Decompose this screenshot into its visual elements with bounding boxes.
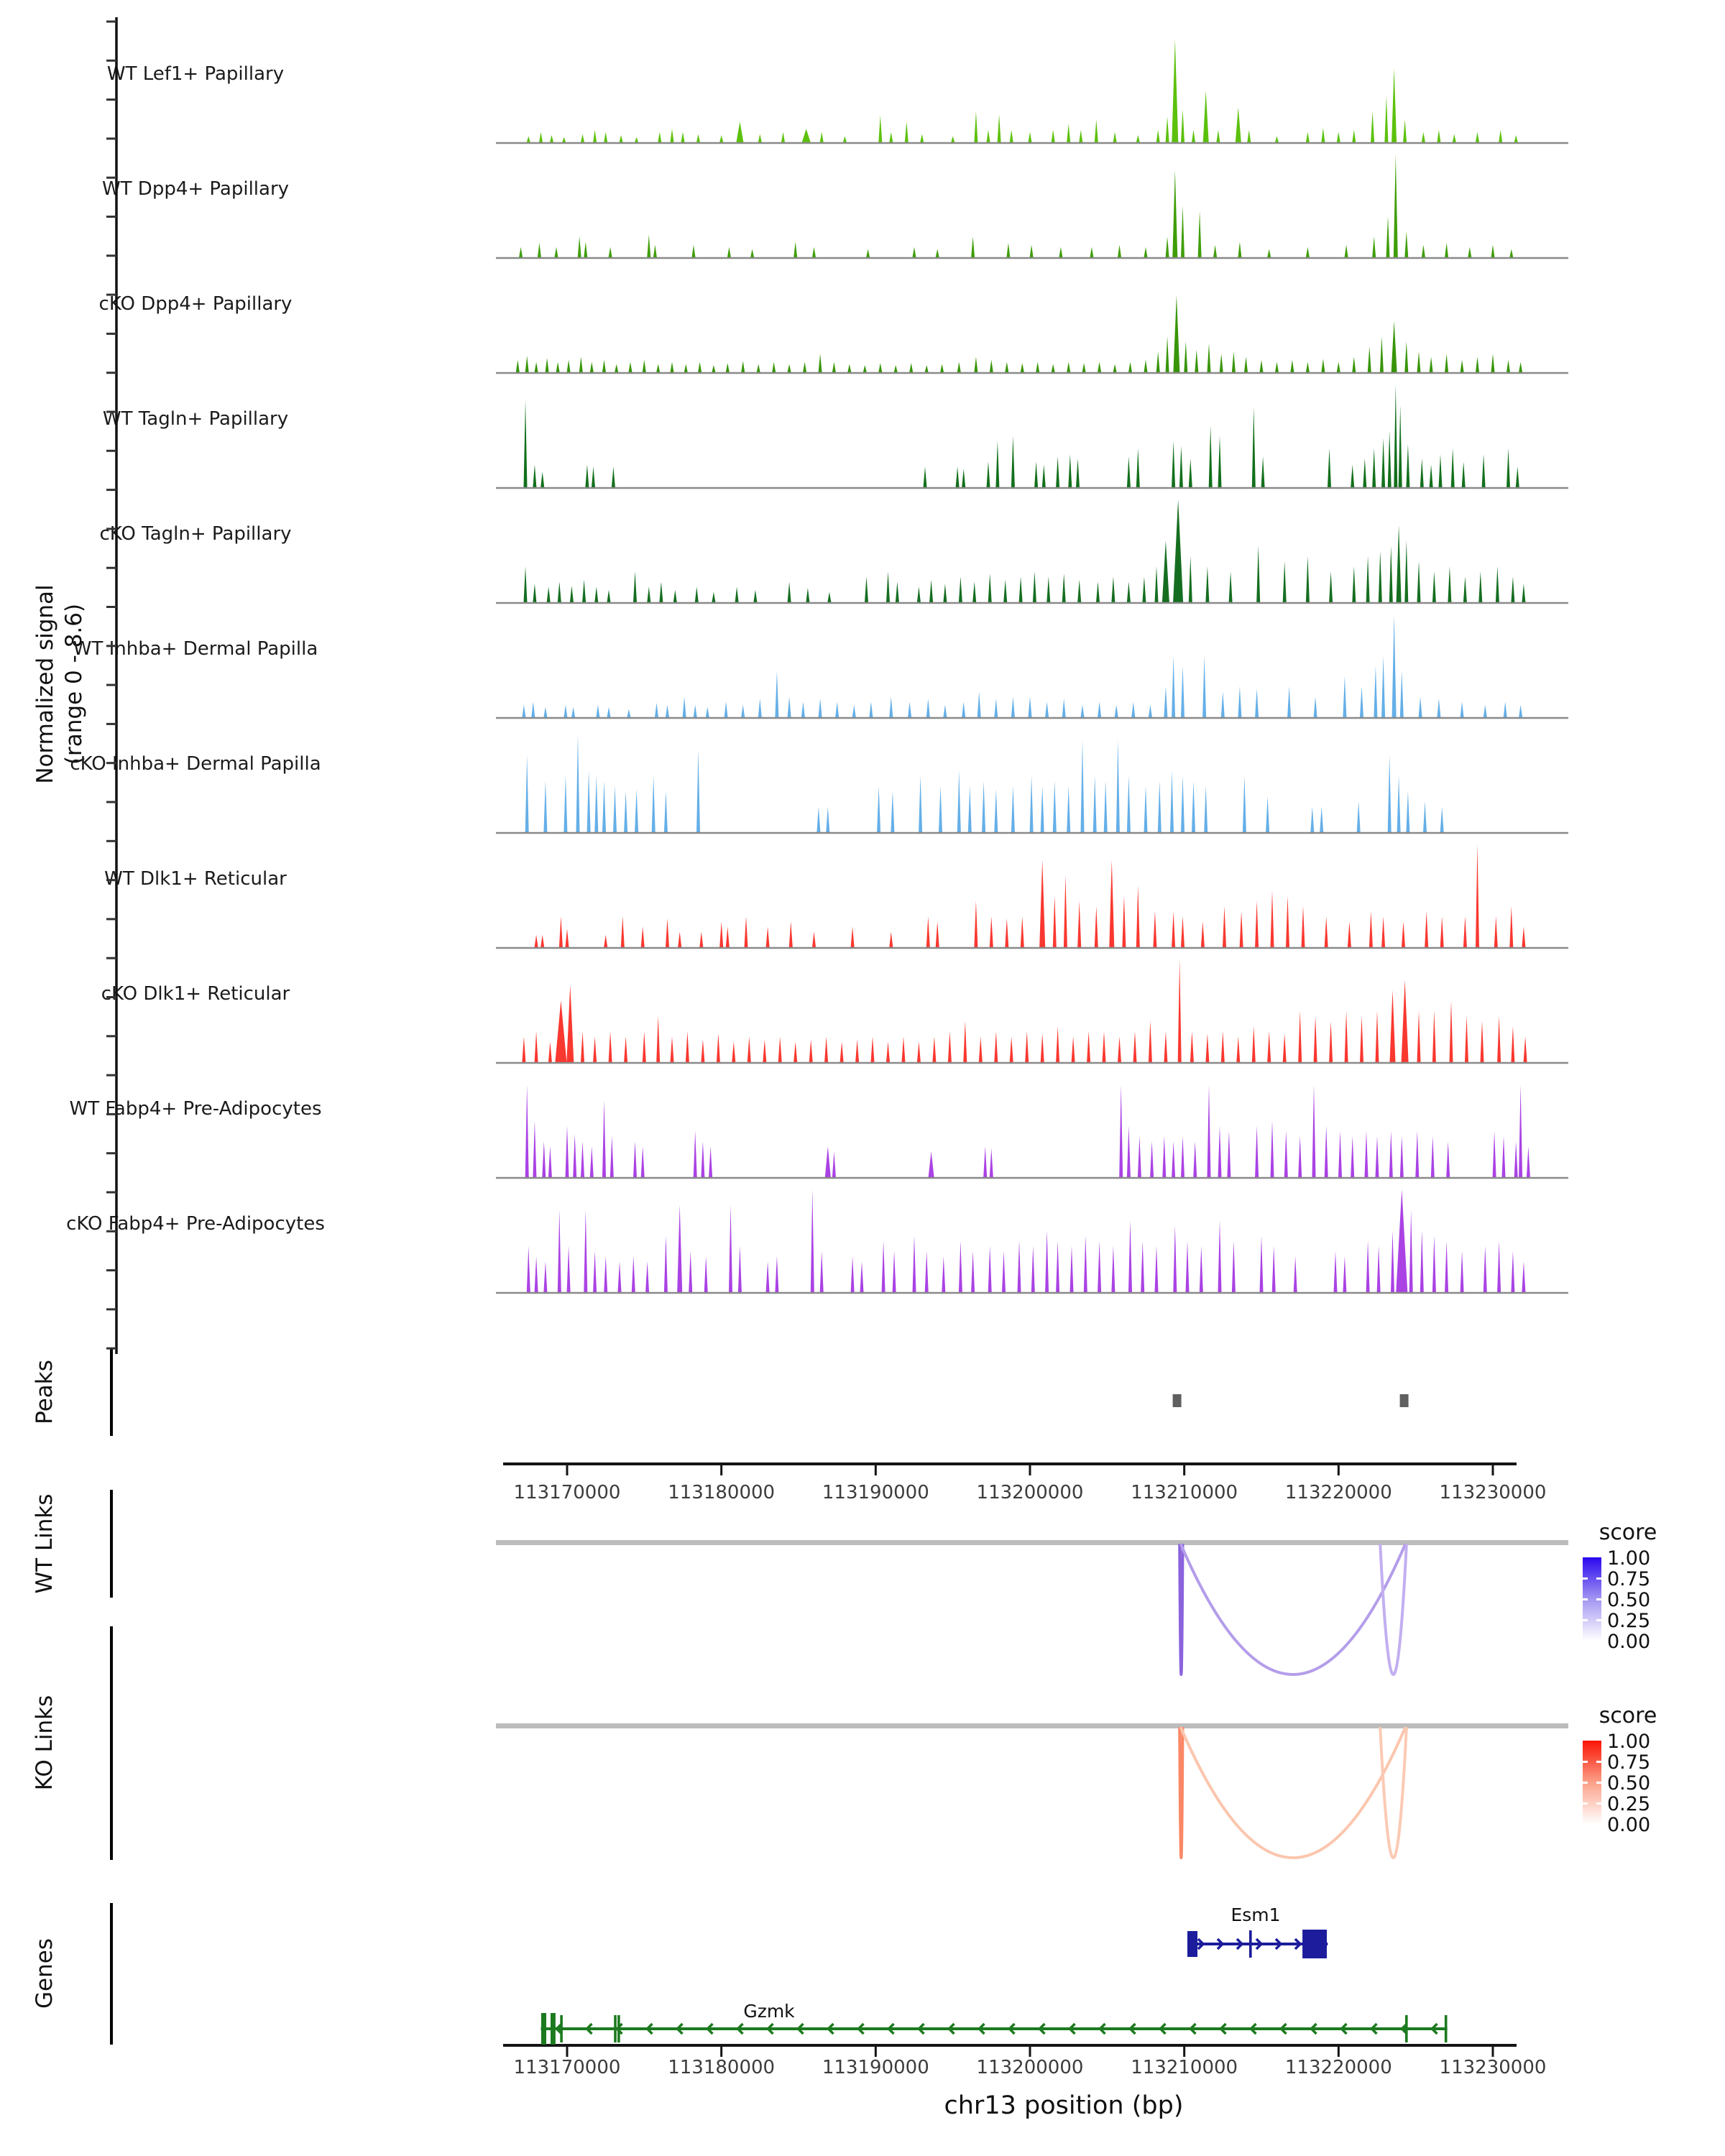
track-label: cKO Dpp4+ Papillary (98, 293, 293, 315)
legend-tick-label: 0.50 (1607, 1772, 1651, 1795)
ko-links-panel (496, 1723, 1568, 1867)
wt-links-panel (496, 1540, 1568, 1684)
ko-score-legend-title: score (1598, 1703, 1657, 1728)
legend-tick-label: 0.75 (1607, 1568, 1651, 1590)
track-label: WT Dlk1+ Reticular (104, 868, 287, 890)
track-label: cKO Inhba+ Dermal Papilla (70, 753, 321, 775)
genes-track (496, 1904, 1568, 2059)
ruler-labels (0, 2057, 1725, 2081)
legend-gradient-tick (1596, 1802, 1601, 1805)
track-label: WT Dpp4+ Papillary (101, 178, 290, 200)
legend-tick-label: 1.00 (1607, 1547, 1651, 1570)
signal-track (496, 1187, 1568, 1296)
genome-ruler (496, 1459, 1568, 1480)
legend-gradient-tick (1596, 1619, 1601, 1621)
ruler-tick-label: 113170000 (513, 2057, 621, 2078)
ruler-tick-label: 113170000 (513, 1482, 621, 1503)
track-label: WT Inhba+ Dermal Papilla (73, 638, 318, 660)
legend-gradient-tick (1583, 1598, 1588, 1600)
signal-track (496, 842, 1568, 952)
signal-track (496, 727, 1568, 837)
ko-links-bracket (110, 1626, 113, 1860)
y-axis-title-line1: Normalized signal (32, 584, 58, 784)
legend-tick-label: 0.00 (1607, 1631, 1651, 1653)
legend-gradient-tick (1596, 1577, 1601, 1580)
ko-score-legend (1574, 1703, 1725, 1879)
ruler-tick-label: 113210000 (1131, 1482, 1238, 1503)
legend-gradient-tick (1583, 1619, 1588, 1621)
ruler-tick-label: 113210000 (1131, 2057, 1238, 2078)
track-label: cKO Fabp4+ Pre-Adipocytes (66, 1213, 325, 1235)
y-axis (93, 11, 125, 1363)
legend-gradient-tick (1596, 1782, 1601, 1784)
legend-gradient-tick (1596, 1761, 1601, 1763)
wt-links-section-label: WT Links (32, 1493, 58, 1594)
legend-gradient-tick (1583, 1782, 1588, 1784)
legend-tick-label: 0.25 (1607, 1793, 1651, 1815)
track-label: cKO Tagln+ Papillary (99, 523, 292, 545)
gene-label-esm1: Esm1 (1230, 1904, 1281, 1925)
legend-gradient-tick (1583, 1577, 1588, 1580)
peaks-track (496, 1387, 1568, 1416)
signal-track (496, 497, 1568, 607)
peaks-section-label: Peaks (32, 1360, 58, 1424)
wt-score-legend-title: score (1598, 1520, 1657, 1545)
signal-track (496, 612, 1568, 722)
legend-gradient-tick (1583, 1761, 1588, 1763)
legend-tick-label: 1.00 (1607, 1731, 1651, 1753)
ruler-tick-label: 113230000 (1439, 1482, 1547, 1503)
signal-track (496, 152, 1568, 262)
gene-label-gzmk: Gzmk (743, 2001, 795, 2022)
ruler-tick-label: 113220000 (1284, 1482, 1392, 1503)
ruler-tick-label: 113190000 (822, 2057, 929, 2078)
ruler-tick-label: 113230000 (1439, 2057, 1547, 2078)
legend-gradient-tick (1583, 1802, 1588, 1805)
legend-tick-label: 0.00 (1607, 1814, 1651, 1836)
ruler-tick-label: 113220000 (1284, 2057, 1392, 2078)
ruler-tick-label: 113180000 (668, 2057, 776, 2078)
track-label: WT Lef1+ Papillary (106, 63, 285, 85)
genes-bracket (110, 1903, 113, 2045)
signal-track (496, 382, 1568, 492)
track-label: WT Tagln+ Papillary (102, 408, 289, 430)
wt-score-legend (1574, 1520, 1725, 1696)
track-label: cKO Dlk1+ Reticular (101, 983, 290, 1005)
legend-gradient-tick (1596, 1598, 1601, 1600)
y-axis-title-line2: (range 0 - 8.6) (61, 603, 87, 765)
ko-links-section-label: KO Links (32, 1695, 58, 1791)
ruler-tick-label: 113200000 (976, 1482, 1084, 1503)
ruler-tick-label: 113180000 (668, 1482, 776, 1503)
signal-track (496, 37, 1568, 147)
legend-tick-label: 0.25 (1607, 1610, 1651, 1632)
legend-tick-label: 0.50 (1607, 1589, 1651, 1611)
signal-track (496, 267, 1568, 377)
ruler-tick-label: 113200000 (976, 2057, 1084, 2078)
signal-track (496, 957, 1568, 1067)
signal-track (496, 1072, 1568, 1181)
genes-section-label: Genes (32, 1938, 58, 2009)
track-label: WT Fabp4+ Pre-Adipocytes (69, 1098, 322, 1120)
legend-tick-label: 0.75 (1607, 1751, 1651, 1774)
x-axis-title: chr13 position (bp) (944, 2091, 1184, 2120)
ruler-tick-label: 113190000 (822, 1482, 929, 1503)
ruler-labels (0, 1482, 1725, 1506)
